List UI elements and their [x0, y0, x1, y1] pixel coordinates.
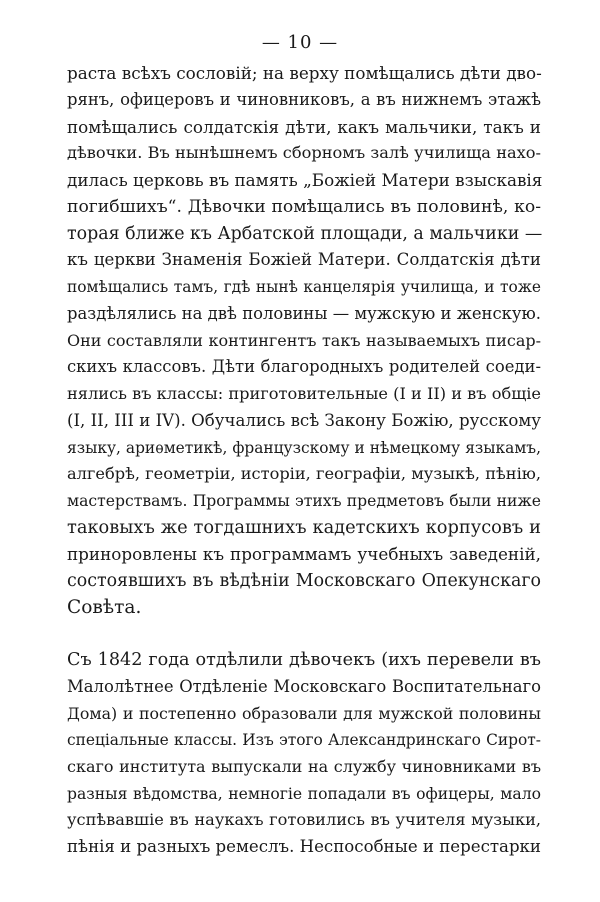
text-line: рянъ, офицеровъ и чиновниковъ, а въ нижнемъ этажѣ — [67, 90, 541, 109]
text-line: скаго института выпускали на службу чиновниками въ — [67, 757, 541, 776]
text-line: (I, II, III и IV). Обучались всѣ Закону Божію, русскому — [67, 411, 541, 430]
text-line: спеціальные классы. Изъ этого Александринскаго Сирот- — [67, 731, 541, 749]
text-line: Они составляли контингентъ такъ называемыхъ писар- — [67, 331, 541, 350]
text-line: раста всѣхъ сословій; на верху помѣщались дѣти дво- — [67, 63, 542, 83]
text-line: мастерствамъ. Программы этихъ предметовъ были ниже — [67, 492, 541, 510]
text-line: дилась церковь въ память „Божіей Матери взыскавія — [67, 170, 543, 190]
text-line: Дома) и постепенно образовали для мужской половины — [67, 704, 541, 723]
text-line: скихъ классовъ. Дѣти благородныхъ родителей соеди- — [67, 357, 541, 376]
text-line: разныя вѣдомства, немногіе попадали въ офицеры, мало — [67, 785, 541, 803]
text-line: алгебрѣ, геометріи, исторіи, географіи, музыкѣ, пѣнію, — [67, 464, 541, 483]
text-line: нялись въ классы: приготовительные (I и II) и въ общіе — [67, 384, 541, 403]
text-line: торая ближе къ Арбатской площади, а мальчики — — [67, 224, 543, 244]
text-line: пѣнія и разныхъ ремеслъ. Неспособные и перестарки — [67, 837, 541, 856]
text-line: помѣщались солдатскія дѣти, какъ мальчики, такъ и — [67, 117, 541, 137]
text-line: помѣщались тамъ, гдѣ нынѣ канцелярія училища, и тоже — [67, 278, 541, 296]
text-line: Малолѣтнее Отдѣленіе Московскаго Воспитательнаго — [67, 677, 541, 696]
text-line: дѣвочки. Въ нынѣшнемъ сборномъ залѣ училища нахо- — [67, 143, 541, 162]
text-line: къ церкви Знаменія Божіей Матери. Солдатскія дѣти — [67, 250, 541, 269]
text-line: раздѣлялись на двѣ половины — мужскую и женскую. — [67, 304, 541, 323]
text-line: таковыхъ же тогдашнихъ кадетскихъ корпусовъ и — [67, 517, 541, 538]
page-number: — 10 — — [261, 32, 339, 53]
text-line: состоявшихъ въ вѣдѣніи Московскаго Опекунскаго — [67, 571, 541, 591]
text-line: приноровлены къ программамъ учебныхъ заведеній, — [67, 544, 541, 564]
text-line: погибшихъ“. Дѣвочки помѣщались въ половинѣ, ко- — [67, 197, 541, 217]
text-line: языку, ариѳметикѣ, французскому и нѣмецкому языкамъ, — [67, 439, 541, 457]
text-line: Съ 1842 года отдѣлили дѣвочекъ (ихъ перевели въ — [67, 650, 541, 670]
text-line: успѣвавшіе въ наукахъ готовились въ учителя музыки, — [67, 810, 541, 829]
text-line: Совѣта. — [67, 597, 142, 618]
